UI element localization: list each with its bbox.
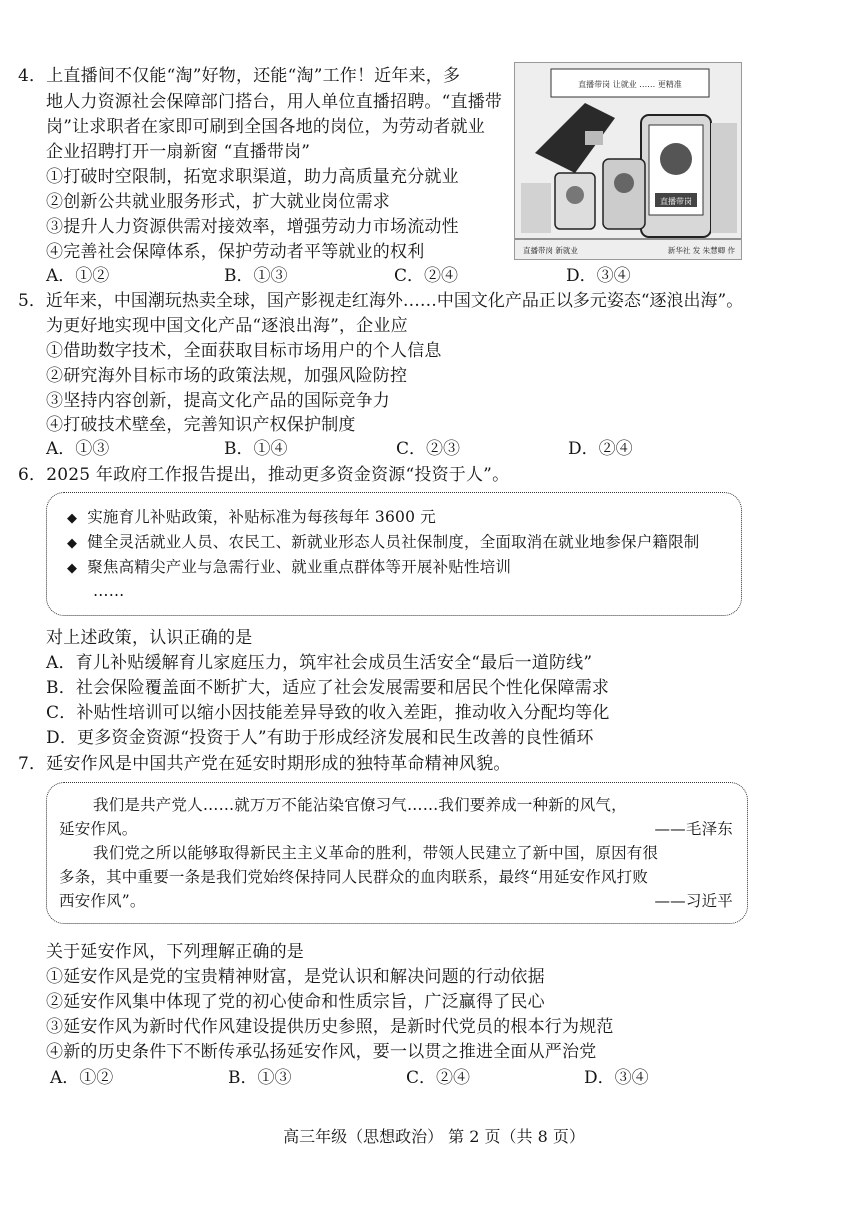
q6-policy-2: ◆ 健全灵活就业人员、农民工、新就业形态人员社保制度，全面取消在就业地参保户籍限制: [67, 530, 700, 556]
q5-item-1: ①借助数字技术，全面获取目标市场用户的个人信息: [46, 341, 442, 361]
q6-stem: 6．2025 年政府工作报告提出，推动更多资金资源“投资于人”。: [18, 465, 510, 485]
q7-author-xi: ——习近平: [654, 892, 733, 910]
q4-option-a[interactable]: A．①②: [46, 266, 110, 286]
q7-author-mao: ——毛泽东: [654, 820, 733, 838]
q4-option-d[interactable]: D．③④: [566, 266, 631, 286]
q7-quote1-line-1: 我们是共产党人……就万万不能沾染官僚习气……我们要养成一种新的风气，: [93, 796, 627, 814]
q5-stem-line-2: 为更好地实现中国文化产品“逐浪出海”，企业应: [46, 316, 408, 336]
q7-option-c[interactable]: C．②④: [406, 1068, 471, 1088]
q4-stem-line-4: 企业招聘打开一扇新窗 “直播带岗”: [46, 142, 311, 162]
q4-stem-line-3: 岗”让求职者在家即可刷到全国各地的岗位，为劳动者就业: [46, 117, 485, 137]
cartoon-screen-label: 直播带岗: [660, 197, 692, 206]
q6-policy-1: ◆ 实施育儿补贴政策，补贴标准为每孩每年 3600 元: [67, 505, 436, 531]
q5-item-2: ②研究海外目标市场的政策法规，加强风险防控: [46, 366, 408, 386]
q5-options: [46, 437, 746, 461]
q4-stem-line-1: 4．上直播间不仅能“淘”好物，还能“淘”工作！近年来，多: [18, 66, 461, 86]
q7-quote2-line-3: 西安作风”。: [59, 892, 146, 910]
q4-item-3: ③提升人力资源供需对接效率，增强劳动力市场流动性: [46, 217, 459, 237]
q6-question: 对上述政策，认识正确的是: [46, 628, 253, 648]
q6-option-b[interactable]: B．社会保险覆盖面不断扩大，适应了社会发展需要和居民个性化保障需求: [46, 678, 610, 698]
q5-option-c[interactable]: C．②③: [396, 439, 461, 459]
cartoon-illustration: [515, 63, 741, 259]
q4-item-2: ②创新公共就业服务形式，扩大就业岗位需求: [46, 192, 390, 212]
q7-quote1-line-2: 延安作风。: [59, 820, 138, 838]
q4-option-c[interactable]: C．②④: [394, 266, 459, 286]
q5-option-b[interactable]: B．①④: [224, 439, 288, 459]
q6-option-a[interactable]: A．育儿补贴缓解育儿家庭压力，筑牢社会成员生活安全“最后一道防线”: [46, 653, 593, 673]
q7-item-1: ①延安作风是党的宝贵精神财富，是党认识和解决问题的行动依据: [46, 967, 545, 987]
q5-item-3: ③坚持内容创新，提高文化产品的国际竞争力: [46, 391, 390, 411]
q5-option-a[interactable]: A．①③: [46, 439, 110, 459]
q4-cartoon: [514, 62, 742, 260]
q7-question: 关于延安作风，下列理解正确的是: [46, 942, 304, 962]
q4-item-1: ①打破时空限制，拓宽求职渠道，助力高质量充分就业: [46, 167, 459, 187]
q7-quote2-line-2: 多条，其中重要一条是我们党始终保持同人民群众的血肉联系，最终“用延安作风打败: [59, 868, 649, 886]
q6-ellipsis: ……: [93, 582, 125, 600]
q7-stem: 7．延安作风是中国共产党在延安时期形成的独特革命精神风貌。: [18, 754, 511, 774]
q4-option-b[interactable]: B．①③: [224, 266, 288, 286]
q7-quote2-line-1: 我们党之所以能够取得新民主主义革命的胜利，带领人民建立了新中国，原因有很: [93, 844, 659, 862]
q7-quote-box: [46, 782, 748, 924]
q5-option-d[interactable]: D．②④: [568, 439, 633, 459]
q6-option-d[interactable]: D．更多资金资源“投资于人”有助于形成经济发展和民生改善的良性循环: [46, 728, 594, 748]
q7-item-3: ③延安作风为新时代作风建设提供历史参照，是新时代党员的根本行为规范: [46, 1017, 614, 1037]
cartoon-caption-left: 直播带岗 新就业: [523, 246, 578, 255]
q4-stem-line-2: 地人力资源社会保障部门搭台，用人单位直播招聘。“直播带: [46, 92, 503, 112]
q7-option-b[interactable]: B．①③: [228, 1068, 292, 1088]
q4-options: [46, 264, 746, 288]
q6-policy-3: ◆ 聚焦高精尖产业与急需行业、就业重点群体等开展补贴性培训: [67, 555, 511, 581]
q6-option-c[interactable]: C．补贴性培训可以缩小因技能差异导致的收入差距，推动收入分配均等化: [46, 703, 610, 723]
q7-option-d[interactable]: D．③④: [584, 1068, 649, 1088]
q7-options: [50, 1066, 750, 1090]
cartoon-caption-right: 新华社 发 朱慧卿 作: [667, 246, 735, 255]
q5-stem-line-1: 5．近年来，中国潮玩热卖全球，国产影视走红海外……中国文化产品正以多元姿态“逐浪出海”。: [18, 291, 744, 311]
page-footer: 高三年级（思想政治） 第 2 页（共 8 页）: [283, 1127, 585, 1146]
q7-option-a[interactable]: A．①②: [50, 1068, 114, 1088]
q4-item-4: ④完善社会保障体系，保护劳动者平等就业的权利: [46, 242, 425, 262]
q7-item-4: ④新的历史条件下不断传承弘扬延安作风，要一以贯之推进全面从严治党: [46, 1042, 597, 1062]
cartoon-banner: 直播带岗 让就业 …… 更精准: [578, 80, 682, 89]
q6-policy-box: [46, 492, 742, 616]
q5-item-4: ④打破技术壁垒，完善知识产权保护制度: [46, 415, 356, 435]
q7-item-2: ②延安作风集中体现了党的初心使命和性质宗旨，广泛赢得了民心: [46, 992, 545, 1012]
